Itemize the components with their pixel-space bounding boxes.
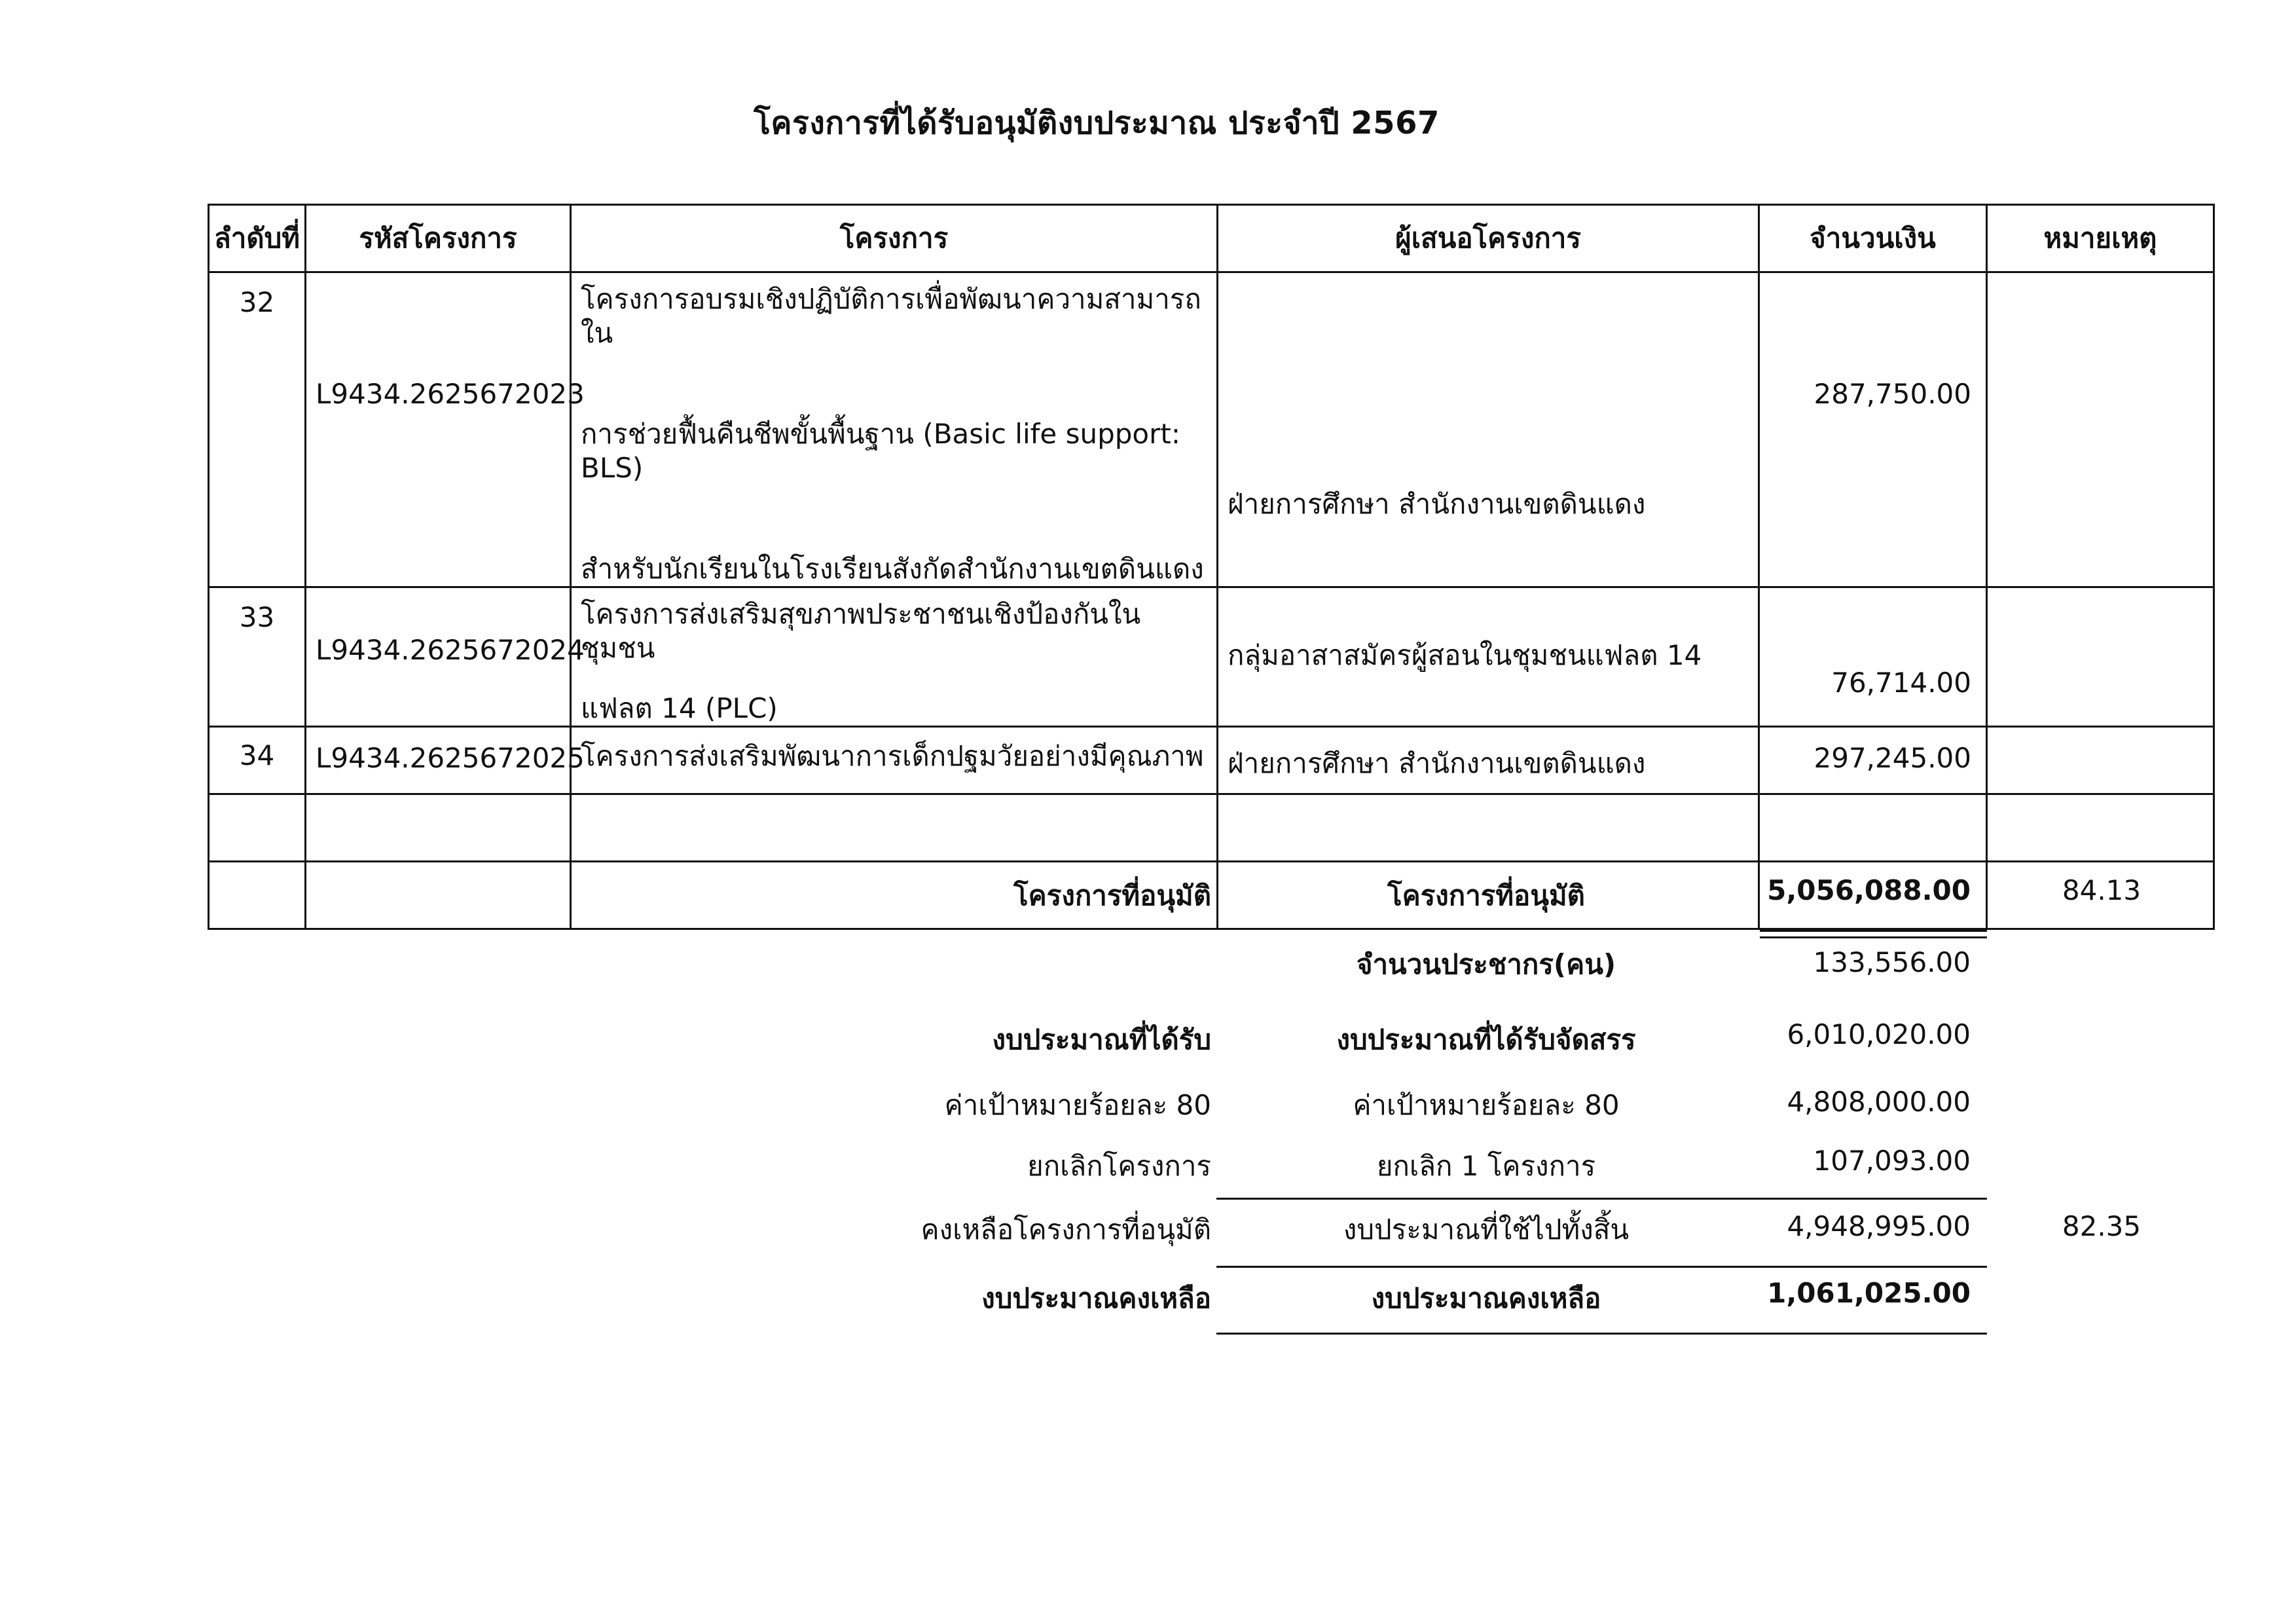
summary-approved-left: โครงการที่อนุมัติ (1013, 879, 1211, 912)
summary-cancel-amount: 107,093.00 (1813, 1145, 1971, 1177)
empty-cell (1759, 862, 1987, 929)
project-name-line: การช่วยฟื้นคืนชีพขั้นพื้นฐาน (Basic life support: BLS) (581, 418, 1181, 484)
project-code: L9434.2625672025 (306, 727, 571, 794)
summary-remain-amount: 4,948,995.00 (1787, 1210, 1971, 1242)
amount: 76,714.00 (1759, 587, 1987, 727)
summary-target-amount: 4,808,000.00 (1787, 1086, 1971, 1118)
project-code: L9434.2625672024 (306, 587, 571, 727)
table-row (209, 587, 2214, 727)
header-proposer: ผู้เสนอโครงการ (1218, 205, 1759, 272)
row-number: 33 (209, 587, 306, 727)
header-project: โครงการ (571, 205, 1218, 272)
summary-population-label: จำนวนประชากร(คน) (1356, 948, 1616, 980)
table-row (209, 727, 2214, 794)
note (1987, 587, 2214, 727)
proposer: ฝ่ายการศึกษา สำนักงานเขตดินแดง (1218, 272, 1759, 587)
project-name-line: สำหรับนักเรียนในโรงเรียนสังกัดสำนักงานเขตดินแดง (581, 553, 1204, 585)
note (1987, 272, 2214, 587)
summary-target-left: ค่าเป้าหมายร้อยละ 80 (944, 1089, 1211, 1121)
empty-cell (1218, 794, 1759, 862)
amount: 287,750.00 (1759, 272, 1987, 587)
summary-budget-amount: 6,010,020.00 (1787, 1018, 1971, 1050)
project-name-line: โครงการอบรมเชิงปฏิบัติการเพื่อพัฒนาความสามารถใน (581, 283, 1201, 349)
table-row-empty (209, 862, 2214, 929)
summary-approved-percent: 84.13 (2062, 874, 2141, 906)
double-underline (1760, 936, 1987, 938)
empty-cell (571, 862, 1218, 929)
empty-cell (1987, 794, 2214, 862)
summary-cancel-mid: ยกเลิก 1 โครงการ (1376, 1150, 1596, 1182)
empty-cell (1759, 794, 1987, 862)
summary-remain-left: คงเหลือโครงการที่อนุมัติ (920, 1213, 1211, 1246)
proposer: ฝ่ายการศึกษา สำนักงานเขตดินแดง (1218, 727, 1759, 794)
table-header-row (209, 205, 2214, 272)
summary-rule (1216, 1266, 1987, 1268)
summary-approved-amount: 5,056,088.00 (1767, 874, 1971, 906)
summary-cancel-left: ยกเลิกโครงการ (1027, 1150, 1211, 1182)
row-number: 34 (209, 727, 306, 794)
header-no: ลำดับที่ (209, 205, 306, 272)
summary-rule (1216, 1333, 1987, 1335)
note (1987, 727, 2214, 794)
header-amount: จำนวนเงิน (1759, 205, 1987, 272)
empty-cell (571, 794, 1218, 862)
project-name (571, 272, 1218, 587)
summary-remain-mid: งบประมาณที่ใช้ไปทั้งสิ้น (1343, 1213, 1630, 1246)
empty-cell (209, 862, 306, 929)
empty-cell (1218, 862, 1759, 929)
double-underline (1760, 930, 1987, 932)
project-table (208, 204, 2215, 930)
summary-approved-mid: โครงการที่อนุมัติ (1387, 879, 1585, 912)
summary-target-mid: ค่าเป้าหมายร้อยละ 80 (1353, 1089, 1620, 1121)
table-row (209, 272, 2214, 587)
project-code: L9434.2625672023 (306, 272, 571, 587)
summary-remain-percent: 82.35 (2062, 1210, 2141, 1242)
summary-balance-mid: งบประมาณคงเหลือ (1371, 1282, 1601, 1314)
proposer: กลุ่มอาสาสมัครผู้สอนในชุมชนแฟลต 14 (1218, 587, 1759, 727)
project-name (571, 727, 1218, 794)
project-name (571, 587, 1218, 727)
project-name-line: โครงการส่งเสริมสุขภาพประชาชนเชิงป้องกันในชุมชน (581, 598, 1141, 664)
empty-cell (1987, 862, 2214, 929)
summary-rule (1216, 1198, 1987, 1200)
summary-balance-left: งบประมาณคงเหลือ (981, 1282, 1211, 1314)
header-note: หมายเหตุ (1987, 205, 2214, 272)
table-row-empty (209, 794, 2214, 862)
summary-population-value: 133,556.00 (1813, 946, 1971, 978)
amount: 297,245.00 (1759, 727, 1987, 794)
header-code: รหัสโครงการ (306, 205, 571, 272)
row-number: 32 (209, 272, 306, 587)
summary-balance-amount: 1,061,025.00 (1767, 1277, 1971, 1309)
empty-cell (209, 794, 306, 862)
project-name-line: แฟลต 14 (PLC) (581, 692, 778, 724)
project-name-line: โครงการส่งเสริมพัฒนาการเด็กปฐมวัยอย่างมีคุณภาพ (581, 740, 1204, 772)
summary-budget-mid: งบประมาณที่ได้รับจัดสรร (1336, 1024, 1636, 1056)
empty-cell (306, 794, 571, 862)
page-title: โครงการที่ได้รับอนุมัติงบประมาณ ประจำปี 2567 (754, 105, 1440, 141)
summary-budget-left: งบประมาณที่ได้รับ (992, 1024, 1211, 1056)
empty-cell (306, 862, 571, 929)
